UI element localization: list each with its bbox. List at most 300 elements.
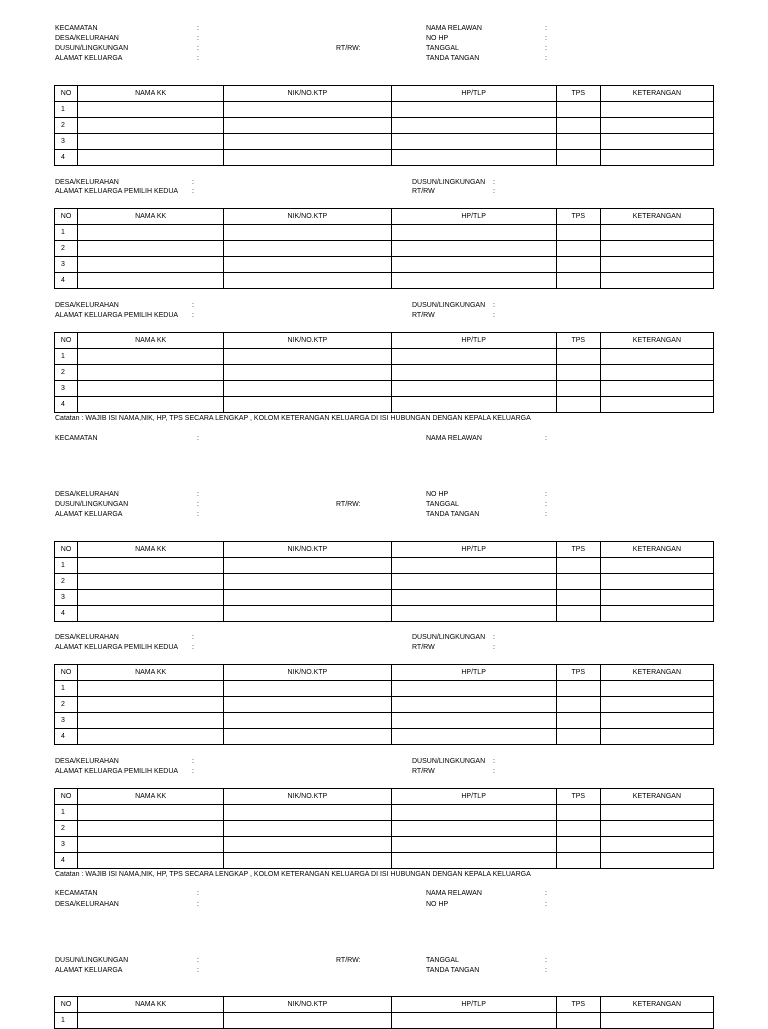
- col-hp-header: HP/TLP: [391, 209, 556, 225]
- col-nik-cell[interactable]: [224, 853, 391, 869]
- col-no-header: NO: [55, 542, 78, 558]
- col-keterangan-cell[interactable]: [600, 558, 713, 574]
- col-hp-cell[interactable]: [391, 150, 556, 166]
- colon: :: [192, 644, 194, 651]
- col-hp-cell[interactable]: [391, 134, 556, 150]
- col-nama-kk-cell[interactable]: [78, 1013, 224, 1029]
- colon: :: [192, 768, 194, 775]
- col-nama-kk-cell[interactable]: [78, 102, 224, 118]
- col-keterangan-header: KETERANGAN: [600, 542, 713, 558]
- col-keterangan-cell[interactable]: [600, 365, 713, 381]
- col-hp-header: HP/TLP: [391, 997, 556, 1013]
- col-keterangan-cell[interactable]: [600, 225, 713, 241]
- tanda-tangan-label: TANDA TANGAN: [426, 967, 480, 974]
- col-hp-header: HP/TLP: [391, 86, 556, 102]
- row-number-cell: 4: [55, 606, 78, 622]
- desa-label: DESA/KELURAHAN: [55, 179, 119, 186]
- col-nik-cell[interactable]: [224, 1013, 391, 1029]
- col-nik-cell[interactable]: [224, 805, 391, 821]
- col-tps-cell[interactable]: [556, 225, 600, 241]
- col-nik-cell[interactable]: [224, 273, 391, 289]
- col-tps-cell[interactable]: [556, 729, 600, 745]
- col-nik-cell[interactable]: [224, 397, 391, 413]
- col-hp-cell[interactable]: [391, 590, 556, 606]
- col-keterangan-cell[interactable]: [600, 150, 713, 166]
- col-tps-cell[interactable]: [556, 365, 600, 381]
- col-keterangan-header: KETERANGAN: [600, 333, 713, 349]
- colon: :: [197, 25, 199, 32]
- col-hp-header: HP/TLP: [391, 333, 556, 349]
- col-keterangan-header: KETERANGAN: [600, 789, 713, 805]
- table-row: [55, 241, 714, 257]
- col-nik-header: NIK/NO.KTP: [224, 86, 391, 102]
- no-hp-label: NO HP: [426, 35, 449, 42]
- col-hp-cell[interactable]: [391, 225, 556, 241]
- row-number-cell: 2: [55, 365, 78, 381]
- table-row: [55, 257, 714, 273]
- row-number-cell: 3: [55, 590, 78, 606]
- colon: :: [545, 901, 547, 908]
- table-row: [55, 349, 714, 365]
- table-row: [55, 837, 714, 853]
- col-keterangan-cell[interactable]: [600, 853, 713, 869]
- col-tps-cell[interactable]: [556, 837, 600, 853]
- col-nama-kk-cell[interactable]: [78, 349, 224, 365]
- colon: :: [545, 491, 547, 498]
- col-hp-cell[interactable]: [391, 821, 556, 837]
- col-nama-kk-cell[interactable]: [78, 241, 224, 257]
- row-number-cell: 4: [55, 397, 78, 413]
- col-keterangan-cell[interactable]: [600, 118, 713, 134]
- colon: :: [197, 511, 199, 518]
- table-header-row: [55, 86, 714, 102]
- col-tps-cell[interactable]: [556, 397, 600, 413]
- col-keterangan-cell[interactable]: [600, 273, 713, 289]
- col-nama-kk-cell[interactable]: [78, 397, 224, 413]
- col-tps-cell[interactable]: [556, 134, 600, 150]
- col-tps-cell[interactable]: [556, 102, 600, 118]
- col-nama-kk-cell[interactable]: [78, 134, 224, 150]
- col-hp-cell[interactable]: [391, 805, 556, 821]
- colon: :: [545, 501, 547, 508]
- table-row: [55, 150, 714, 166]
- table-row: [55, 574, 714, 590]
- col-keterangan-cell[interactable]: [600, 821, 713, 837]
- colon: :: [192, 302, 194, 309]
- col-keterangan-header: KETERANGAN: [600, 665, 713, 681]
- row-number-cell: 1: [55, 681, 78, 697]
- table-row: [55, 365, 714, 381]
- table-row: [55, 134, 714, 150]
- alamat-label: ALAMAT KELUARGA: [55, 55, 123, 62]
- col-keterangan-cell[interactable]: [600, 805, 713, 821]
- row-number-cell: 2: [55, 241, 78, 257]
- col-nama-kk-cell[interactable]: [78, 697, 224, 713]
- colon: :: [545, 511, 547, 518]
- tanggal-label: TANGGAL: [426, 957, 459, 964]
- table-row: [55, 606, 714, 622]
- colon: :: [197, 491, 199, 498]
- family-table-6: [54, 788, 714, 869]
- col-nik-cell[interactable]: [224, 558, 391, 574]
- col-keterangan-header: KETERANGAN: [600, 86, 713, 102]
- col-hp-cell[interactable]: [391, 365, 556, 381]
- table-row: [55, 697, 714, 713]
- col-hp-cell[interactable]: [391, 273, 556, 289]
- col-nik-cell[interactable]: [224, 225, 391, 241]
- dusun-label: DUSUN/LINGKUNGAN: [55, 957, 129, 964]
- col-nik-cell[interactable]: [224, 102, 391, 118]
- col-tps-cell[interactable]: [556, 558, 600, 574]
- row-number-cell: 3: [55, 837, 78, 853]
- col-tps-cell[interactable]: [556, 805, 600, 821]
- colon: :: [197, 890, 199, 897]
- rt-rw-label: RT/RW: [412, 312, 435, 319]
- col-nik-header: NIK/NO.KTP: [224, 333, 391, 349]
- colon: :: [545, 957, 547, 964]
- colon: :: [197, 55, 199, 62]
- colon: :: [545, 435, 547, 442]
- col-nama-kk-header: NAMA KK: [78, 333, 224, 349]
- row-number-cell: 4: [55, 853, 78, 869]
- col-nik-cell[interactable]: [224, 150, 391, 166]
- family-table-1: [54, 85, 714, 166]
- col-nik-cell[interactable]: [224, 349, 391, 365]
- col-nama-kk-cell[interactable]: [78, 150, 224, 166]
- col-tps-cell[interactable]: [556, 1013, 600, 1029]
- row-number-cell: 2: [55, 821, 78, 837]
- row-number-cell: 1: [55, 349, 78, 365]
- colon: :: [197, 967, 199, 974]
- col-nama-kk-cell[interactable]: [78, 225, 224, 241]
- alamat-label: ALAMAT KELUARGA: [55, 511, 123, 518]
- col-tps-cell[interactable]: [556, 697, 600, 713]
- row-number-cell: 1: [55, 558, 78, 574]
- row-number-cell: 4: [55, 150, 78, 166]
- colon: :: [493, 644, 495, 651]
- col-nama-kk-header: NAMA KK: [78, 789, 224, 805]
- table-header-row: [55, 209, 714, 225]
- kecamatan-label: KECAMATAN: [55, 435, 98, 442]
- row-number-cell: 2: [55, 697, 78, 713]
- table-row: [55, 381, 714, 397]
- row-number-cell: 2: [55, 574, 78, 590]
- col-keterangan-cell[interactable]: [600, 349, 713, 365]
- col-nama-kk-cell[interactable]: [78, 729, 224, 745]
- col-hp-cell[interactable]: [391, 606, 556, 622]
- col-nik-cell[interactable]: [224, 729, 391, 745]
- col-keterangan-cell[interactable]: [600, 713, 713, 729]
- col-hp-cell[interactable]: [391, 681, 556, 697]
- col-nik-cell[interactable]: [224, 713, 391, 729]
- dusun-label: DUSUN/LINGKUNGAN: [55, 501, 129, 508]
- col-tps-cell[interactable]: [556, 853, 600, 869]
- dusun-label: DUSUN/LINGKUNGAN: [412, 758, 486, 765]
- colon: :: [192, 634, 194, 641]
- colon: :: [197, 45, 199, 52]
- col-hp-cell[interactable]: [391, 853, 556, 869]
- col-keterangan-cell[interactable]: [600, 381, 713, 397]
- col-nik-cell[interactable]: [224, 590, 391, 606]
- col-hp-cell[interactable]: [391, 1013, 556, 1029]
- col-hp-cell[interactable]: [391, 381, 556, 397]
- row-number-cell: 1: [55, 805, 78, 821]
- col-nik-cell[interactable]: [224, 681, 391, 697]
- col-no-header: NO: [55, 86, 78, 102]
- col-nik-cell[interactable]: [224, 118, 391, 134]
- note-text: Catatan : WAJIB ISI NAMA,NIK, HP, TPS SECARA LENGKAP , KOLOM KETERANGAN KELUARGA DI ISI HUBUNGAN DENGAN KEPALA KELUARGA: [55, 871, 531, 878]
- col-tps-cell[interactable]: [556, 273, 600, 289]
- col-tps-cell[interactable]: [556, 241, 600, 257]
- col-nama-kk-cell[interactable]: [78, 273, 224, 289]
- col-keterangan-cell[interactable]: [600, 606, 713, 622]
- col-nama-kk-cell[interactable]: [78, 713, 224, 729]
- colon: :: [192, 188, 194, 195]
- col-nama-kk-cell[interactable]: [78, 821, 224, 837]
- col-hp-cell[interactable]: [391, 713, 556, 729]
- alamat-label: ALAMAT KELUARGA: [55, 967, 123, 974]
- col-hp-cell[interactable]: [391, 102, 556, 118]
- colon: :: [545, 967, 547, 974]
- col-keterangan-cell[interactable]: [600, 681, 713, 697]
- col-nama-kk-header: NAMA KK: [78, 542, 224, 558]
- alamat-kedua-label: ALAMAT KELUARGA PEMILIH KEDUA: [55, 768, 179, 775]
- colon: :: [192, 179, 194, 186]
- colon: :: [493, 758, 495, 765]
- col-nik-cell[interactable]: [224, 837, 391, 853]
- col-nik-cell[interactable]: [224, 574, 391, 590]
- family-table-4: [54, 541, 714, 622]
- table-row: [55, 102, 714, 118]
- col-hp-cell[interactable]: [391, 257, 556, 273]
- col-keterangan-cell[interactable]: [600, 837, 713, 853]
- col-nama-kk-cell[interactable]: [78, 558, 224, 574]
- colon: :: [493, 768, 495, 775]
- col-tps-cell[interactable]: [556, 681, 600, 697]
- colon: :: [545, 55, 547, 62]
- rt-rw-label: RT/RW:: [336, 501, 361, 508]
- col-no-header: NO: [55, 665, 78, 681]
- table-header-row: [55, 542, 714, 558]
- table-row: [55, 713, 714, 729]
- colon: :: [197, 501, 199, 508]
- col-tps-cell[interactable]: [556, 381, 600, 397]
- colon: :: [197, 901, 199, 908]
- table-header-row: [55, 997, 714, 1013]
- col-tps-header: TPS: [556, 333, 600, 349]
- col-nama-kk-header: NAMA KK: [78, 665, 224, 681]
- col-hp-cell[interactable]: [391, 697, 556, 713]
- col-nik-header: NIK/NO.KTP: [224, 665, 391, 681]
- desa-label: DESA/KELURAHAN: [55, 758, 119, 765]
- nama-relawan-label: NAMA RELAWAN: [426, 890, 482, 897]
- col-keterangan-cell[interactable]: [600, 397, 713, 413]
- tanda-tangan-label: TANDA TANGAN: [426, 511, 480, 518]
- col-tps-header: TPS: [556, 665, 600, 681]
- colon: :: [197, 35, 199, 42]
- colon: :: [545, 45, 547, 52]
- no-hp-label: NO HP: [426, 901, 449, 908]
- col-nik-cell[interactable]: [224, 381, 391, 397]
- col-tps-cell[interactable]: [556, 574, 600, 590]
- tanggal-label: TANGGAL: [426, 45, 459, 52]
- col-hp-header: HP/TLP: [391, 665, 556, 681]
- tanggal-label: TANGGAL: [426, 501, 459, 508]
- table-row: [55, 805, 714, 821]
- col-tps-header: TPS: [556, 86, 600, 102]
- rt-rw-label: RT/RW: [412, 188, 435, 195]
- alamat-kedua-label: ALAMAT KELUARGA PEMILIH KEDUA: [55, 312, 179, 319]
- desa-label: DESA/KELURAHAN: [55, 901, 119, 908]
- col-no-header: NO: [55, 789, 78, 805]
- col-tps-cell[interactable]: [556, 821, 600, 837]
- col-keterangan-cell[interactable]: [600, 102, 713, 118]
- rt-rw-label: RT/RW:: [336, 957, 361, 964]
- row-number-cell: 3: [55, 713, 78, 729]
- col-hp-header: HP/TLP: [391, 542, 556, 558]
- col-nama-kk-cell[interactable]: [78, 257, 224, 273]
- col-tps-cell[interactable]: [556, 150, 600, 166]
- col-nama-kk-cell[interactable]: [78, 805, 224, 821]
- col-hp-cell[interactable]: [391, 349, 556, 365]
- nama-relawan-label: NAMA RELAWAN: [426, 435, 482, 442]
- col-hp-cell[interactable]: [391, 558, 556, 574]
- row-number-cell: 2: [55, 118, 78, 134]
- kecamatan-label: KECAMATAN: [55, 25, 98, 32]
- table-row: [55, 558, 714, 574]
- col-keterangan-cell[interactable]: [600, 241, 713, 257]
- col-tps-cell[interactable]: [556, 349, 600, 365]
- colon: :: [493, 179, 495, 186]
- colon: :: [493, 302, 495, 309]
- col-keterangan-cell[interactable]: [600, 574, 713, 590]
- col-tps-cell[interactable]: [556, 590, 600, 606]
- col-nik-cell[interactable]: [224, 257, 391, 273]
- table-row: [55, 397, 714, 413]
- colon: :: [493, 312, 495, 319]
- dusun-label: DUSUN/LINGKUNGAN: [55, 45, 129, 52]
- col-tps-cell[interactable]: [556, 713, 600, 729]
- table-row: [55, 118, 714, 134]
- desa-label: DESA/KELURAHAN: [55, 35, 119, 42]
- col-keterangan-cell[interactable]: [600, 729, 713, 745]
- row-number-cell: 3: [55, 381, 78, 397]
- colon: :: [493, 188, 495, 195]
- col-hp-cell[interactable]: [391, 837, 556, 853]
- colon: :: [192, 312, 194, 319]
- col-tps-cell[interactable]: [556, 257, 600, 273]
- col-keterangan-cell[interactable]: [600, 697, 713, 713]
- row-number-cell: 4: [55, 729, 78, 745]
- desa-label: DESA/KELURAHAN: [55, 634, 119, 641]
- col-no-header: NO: [55, 333, 78, 349]
- row-number-cell: 1: [55, 102, 78, 118]
- col-keterangan-cell[interactable]: [600, 134, 713, 150]
- col-keterangan-header: KETERANGAN: [600, 997, 713, 1013]
- col-nama-kk-cell[interactable]: [78, 681, 224, 697]
- table-row: [55, 681, 714, 697]
- col-hp-cell[interactable]: [391, 397, 556, 413]
- row-number-cell: 3: [55, 134, 78, 150]
- col-tps-cell[interactable]: [556, 606, 600, 622]
- col-nik-cell[interactable]: [224, 241, 391, 257]
- col-keterangan-cell[interactable]: [600, 590, 713, 606]
- col-nik-cell[interactable]: [224, 821, 391, 837]
- col-nama-kk-cell[interactable]: [78, 606, 224, 622]
- col-keterangan-cell[interactable]: [600, 257, 713, 273]
- col-nama-kk-cell[interactable]: [78, 365, 224, 381]
- table-row: [55, 821, 714, 837]
- col-nama-kk-header: NAMA KK: [78, 997, 224, 1013]
- family-table-2: [54, 208, 714, 289]
- col-nama-kk-cell[interactable]: [78, 590, 224, 606]
- col-nik-cell[interactable]: [224, 134, 391, 150]
- table-row: [55, 729, 714, 745]
- col-nik-header: NIK/NO.KTP: [224, 789, 391, 805]
- col-tps-header: TPS: [556, 997, 600, 1013]
- colon: :: [493, 634, 495, 641]
- table-header-row: [55, 789, 714, 805]
- kecamatan-label: KECAMATAN: [55, 890, 98, 897]
- col-hp-cell[interactable]: [391, 729, 556, 745]
- desa-label: DESA/KELURAHAN: [55, 302, 119, 309]
- table-row: [55, 273, 714, 289]
- desa-label: DESA/KELURAHAN: [55, 491, 119, 498]
- col-nik-cell[interactable]: [224, 606, 391, 622]
- alamat-kedua-label: ALAMAT KELUARGA PEMILIH KEDUA: [55, 644, 179, 651]
- col-no-header: NO: [55, 997, 78, 1013]
- row-number-cell: 4: [55, 273, 78, 289]
- col-nik-header: NIK/NO.KTP: [224, 209, 391, 225]
- col-tps-header: TPS: [556, 542, 600, 558]
- rt-rw-label: RT/RW: [412, 644, 435, 651]
- col-nama-kk-header: NAMA KK: [78, 86, 224, 102]
- col-nik-cell[interactable]: [224, 365, 391, 381]
- col-keterangan-cell[interactable]: [600, 1013, 713, 1029]
- col-nik-header: NIK/NO.KTP: [224, 997, 391, 1013]
- col-nama-kk-cell[interactable]: [78, 837, 224, 853]
- colon: :: [197, 435, 199, 442]
- family-table-7: [54, 996, 714, 1029]
- col-tps-header: TPS: [556, 789, 600, 805]
- col-nama-kk-cell[interactable]: [78, 853, 224, 869]
- col-hp-cell[interactable]: [391, 118, 556, 134]
- note-text: Catatan : WAJIB ISI NAMA,NIK, HP, TPS SECARA LENGKAP , KOLOM KETERANGAN KELUARGA DI ISI HUBUNGAN DENGAN KEPALA KELUARGA: [55, 415, 531, 422]
- col-nama-kk-cell[interactable]: [78, 118, 224, 134]
- table-header-row: [55, 333, 714, 349]
- colon: :: [545, 25, 547, 32]
- col-nik-header: NIK/NO.KTP: [224, 542, 391, 558]
- col-hp-cell[interactable]: [391, 241, 556, 257]
- family-table-5: [54, 664, 714, 745]
- colon: :: [197, 957, 199, 964]
- table-row: [55, 590, 714, 606]
- row-number-cell: 1: [55, 225, 78, 241]
- colon: :: [545, 35, 547, 42]
- col-nama-kk-cell[interactable]: [78, 381, 224, 397]
- table-row: [55, 853, 714, 869]
- col-nama-kk-header: NAMA KK: [78, 209, 224, 225]
- rt-rw-label: RT/RW: [412, 768, 435, 775]
- col-tps-cell[interactable]: [556, 118, 600, 134]
- row-number-cell: 1: [55, 1013, 78, 1029]
- col-hp-cell[interactable]: [391, 574, 556, 590]
- family-table-3: [54, 332, 714, 413]
- table-header-row: [55, 665, 714, 681]
- rt-rw-label: RT/RW:: [336, 45, 361, 52]
- col-nik-cell[interactable]: [224, 697, 391, 713]
- col-nama-kk-cell[interactable]: [78, 574, 224, 590]
